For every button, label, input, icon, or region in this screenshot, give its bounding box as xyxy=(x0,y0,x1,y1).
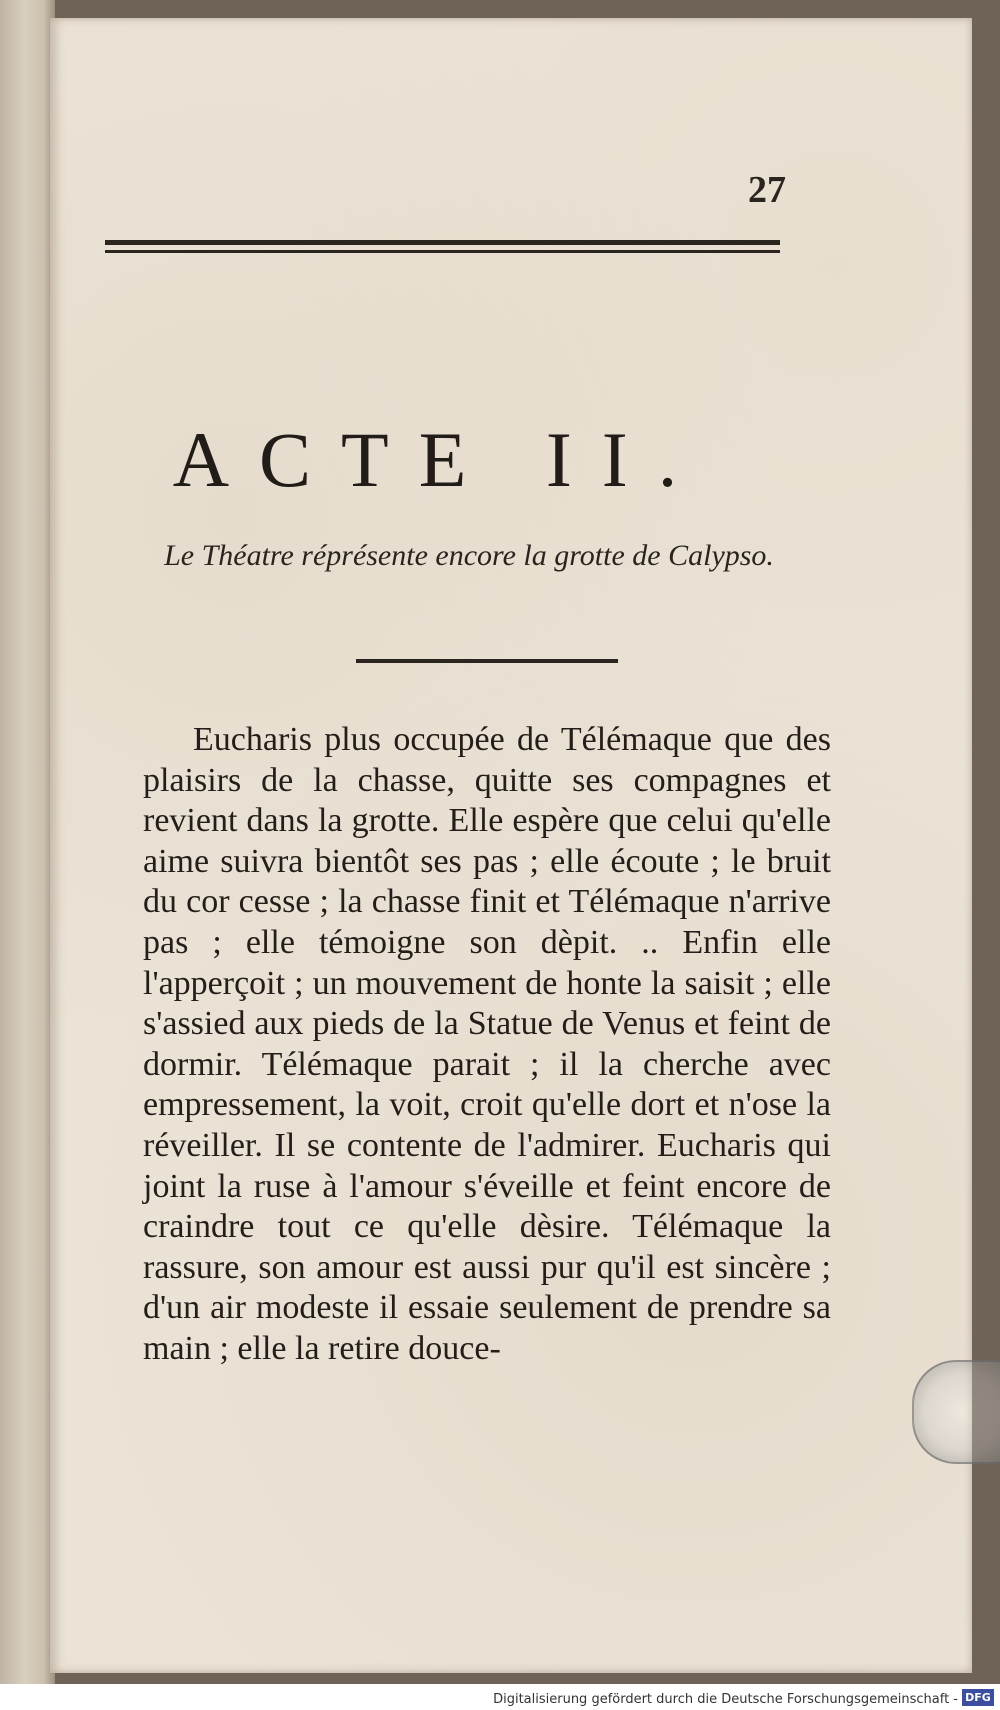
body-paragraph: Eucharis plus occupée de Télémaque que des plaisirs de la chasse, quitte ses compagnes et revient dans la grotte. Elle espère que celui qu'elle aime suivra bientôt ses pas ; elle écoute ; le bruit du cor cesse ; la chasse finit et Télémaque n'arrive pas ; elle témoigne son dèpit. .. Enfin elle l'apperçoit ; un mouvement de honte la saisit ; elle s'assied aux pieds de la Statue de Venus et feint de dormir. Télémaque parait ; il la cherche avec empressement, la voit, croit qu'elle dort et n'ose la réveiller. Il se contente de l'admirer. Eucharis qui joint la ruse à l'amour s'éveille et feint encore de craindre tout ce qu'elle dèsire. Télémaque la rassure, son amour est aussi pur qu'il est sincère ; d'un air modeste il essaie seulement de prendre sa main ; elle la retire douce- xyxy=(143,721,831,1367)
rule-line-thick xyxy=(105,240,780,245)
double-rule-divider xyxy=(105,240,780,256)
scanner-thumb-holder xyxy=(912,1360,1000,1464)
dfg-logo: DFG xyxy=(962,1689,994,1706)
left-page-edge xyxy=(0,0,55,1710)
footer-credit: Digitalisierung gefördert durch die Deutsche Forschungsgemeinschaft - xyxy=(493,1692,958,1707)
page-number: 27 xyxy=(748,169,786,211)
short-rule-divider xyxy=(356,659,618,663)
stage-direction: Le Théatre réprésente encore la grotte de Calypso. xyxy=(164,539,774,572)
footer-bar xyxy=(0,1684,1000,1710)
act-title: ACTE II. xyxy=(172,416,708,503)
rule-line-thin xyxy=(105,250,780,253)
